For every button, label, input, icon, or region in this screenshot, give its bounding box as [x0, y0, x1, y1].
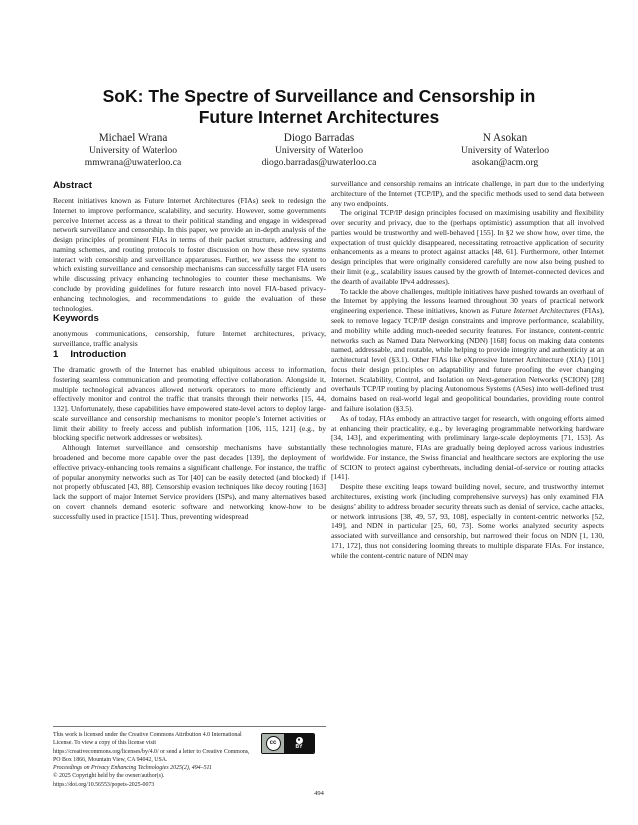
section-number: 1: [53, 348, 59, 360]
section-heading: [53, 349, 326, 361]
page-number: 494: [314, 790, 324, 797]
body-paragraph: surveillance and censorship remains an intricate challenge, in part due to the underlying architecture of the Internet (TCP/IP), and the specific methods used to send data between any two endpoints.: [331, 179, 604, 208]
title-line-1: SoK: The Spectre of Surveillance and Censorship in: [102, 86, 536, 106]
title-line-2: Future Internet Architectures: [198, 107, 440, 127]
proceedings-line: [53, 764, 326, 772]
text-run: To tackle the above challenges, multiple initiatives have pushed towards an overhaul of the Internet by applying the lessons learned throughout 30 years of practical network engineering experience. These initiatives, known as: [331, 286, 604, 316]
license-text: This work is licensed under the Creative Commons Attribution 4.0 International License. To view a copy of this license visit https://creativecommons.org/licenses/by/4.0/ or send a letter to Creative Commons, PO Box 1866, Mountain View, CA 94042, USA.: [53, 732, 250, 763]
body-paragraph: [331, 287, 604, 414]
author-email: diogo.barradas@uwaterloo.ca: [261, 157, 377, 169]
body-paragraph: The original TCP/IP design principles focused on maximising usability and flexibility over security and privacy, due to the (perhaps optimistic) assumption that all involved parties would be trustworthy and well-behaved [155]. In §2 we show how, over time, the expectation of trust quickly disappeared, necessitating retroactive application of security enhancements as a means to protect against attacks [48, 61]. Furthermore, other Internet design principles that were originally considered carefully are now also being pushed to their limit (e.g., scalability issues caused by the growth of Internet-connected devices and the dearth of available IPv4 addresses).: [331, 208, 604, 286]
left-column: [53, 180, 326, 521]
abstract-text: Recent initiatives known as Future Internet Architectures (FIAs) seek to redesign the Internet to improve performance, scalability, and security. However, some governments perceive Internet access as a threat to their political standing and engage in widespread network surveillance and censorship. In this paper, we provide an in-depth analysis of the design principles of prominent FIAs in terms of their packet structure, addressing and naming schemes, and routing protocols to foster discussion on how these new systems interact with censorship and surveillance apparatuses. Further, we assess the extent to which existing surveillance and censorship mechanisms can successfully target FIA users while discussing privacy enhancing technologies to counter these mechanisms. We conclude by providing guidelines for future research into novel FIA-based privacy-enhancing technologies, and recommendations to guide the evaluation of these technologies.: [53, 196, 326, 313]
author-name: Diogo Barradas: [283, 132, 355, 144]
author-email: asokan@acm.org: [471, 157, 539, 169]
author-affiliation: University of Waterloo: [274, 145, 364, 156]
author-name: N Asokan: [482, 132, 528, 144]
author-email: mmwrana@uwaterloo.ca: [84, 157, 182, 169]
author-affiliation: University of Waterloo: [88, 145, 178, 156]
body-paragraph: Despite these exciting leaps toward building novel, secure, and trustworthy internet architectures, existing work (including comprehensive surveys) has only examined FIA designs’ ability to address broader security threats such as denial of service, cache attacks, or network intrusions [38, 49, 57, 93, 108], especially in content-centric networks [52, 149], and NDN in particular [25, 60, 73]. Some works analyzed security aspects associated with surveillance and censorship, but narrowed their focus on NDN [1, 130, 171, 172], thus not considering looming threats to multiple disparate FIAs. For instance, while the content-centric nature of NDN may: [331, 482, 604, 560]
license-footnote: [53, 726, 326, 789]
keywords-text: anonymous communications, censorship, future Internet architectures, privacy, surveillance, traffic analysis: [53, 329, 326, 349]
right-column: [331, 179, 604, 560]
cc-icon: cc: [266, 736, 281, 751]
keywords-heading: Keywords: [53, 313, 99, 325]
author-list: [40, 131, 598, 170]
author-block: [412, 131, 598, 170]
cc-by-badge: [261, 733, 315, 754]
body-paragraph: As of today, FIAs embody an attractive target for research, with ongoing efforts aimed at enhancing their practicality, e.g., by leveraging programmable networking hardware [34, 143], and experimenting with preliminary large-scale deployments [71, 153]. As these technologies mature, FIAs are gradually being deployed across various industries worldwide. For instance, the Swiss financial and healthcare sectors are exploring the use of SCION to protect against cyberthreats, including denial-of-service or routing attacks [141].: [331, 413, 604, 482]
by-block: [284, 734, 314, 753]
author-block: [226, 131, 412, 170]
attribution-person-icon: ●: [297, 737, 301, 743]
author-name: Michael Wrana: [98, 132, 168, 144]
abstract-heading: Abstract: [53, 180, 92, 191]
doi-link[interactable]: https://doi.org/10.56553/popets-2025-0073: [53, 781, 155, 788]
proceedings-name: Proceedings on Privacy Enhancing Technologies 2025(2), 494–511: [53, 765, 212, 772]
copyright-line: © 2025 Copyright held by the owner/author(s).: [53, 773, 165, 780]
body-paragraph: Although Internet surveillance and censorship mechanisms have substantially broadened and become more capable over the past decades [139], the deployment of effective privacy-enhancing tools remains a significant challenge. For instance, the traffic of popular anonymity networks such as Tor [40] can be easily detected (and blocked) if not properly obfuscated [43, 88]. Censorship evasion techniques like decoy routing [163] lack the support of major Internet Service providers (ISPs), and many alternatives based on covert channels demand esoteric software and networking know-how to be successfully used in practice [151]. Thus, preventing widespread: [53, 443, 326, 521]
section-title: Introduction: [70, 348, 127, 360]
paper-title: [40, 86, 598, 128]
author-affiliation: University of Waterloo: [460, 145, 550, 156]
body-paragraph: The dramatic growth of the Internet has enabled ubiquitous access to information, fostering seamless communication and promoting effective collaboration. Alongside it, multiple technological advances allowed network operators to more efficiently and effectively monitor and control the traffic that transits through their networks [15, 44, 132]. Unfortunately, these capabilities have empowered state-level actors to deploy large-scale surveillance and censorship mechanisms to monitor people’s Internet activities or limit their ability to freely access and publish information [106, 115, 121] (e.g., by blocking specific network addresses or websites).: [53, 364, 326, 443]
text-run: (FIAs), seek to remove legacy TCP/IP design constraints and improve performance, scalability, and mobility while adding much-needed security features. For instance, content-centric networks such as Named Data Networking (NDN) [168] focus on making data contents named, addressable, and routable, while helping to provide integrity and authenticity at an architectural level (§3.1). Other FIAs like eXpressive Internet Architecture (XIA) [101] focus their design principles on adaptability and future proofing the ever changing Internet. Scalability, Control, and Isolation on Next-generation Networks (SCION) [28] overhauls TCP/IP routing by placing Autonomous Systems (ASes) into well-defined trust domains based on real-world legal and geopolitical boundaries, providing route control and failure isolation (§3.5).: [331, 306, 604, 413]
emphasized-term: Future Internet Architectures: [491, 306, 580, 316]
cc-logo: [262, 734, 284, 753]
license-row: [53, 731, 326, 764]
by-label: BY: [295, 744, 303, 750]
author-block: [40, 131, 226, 170]
